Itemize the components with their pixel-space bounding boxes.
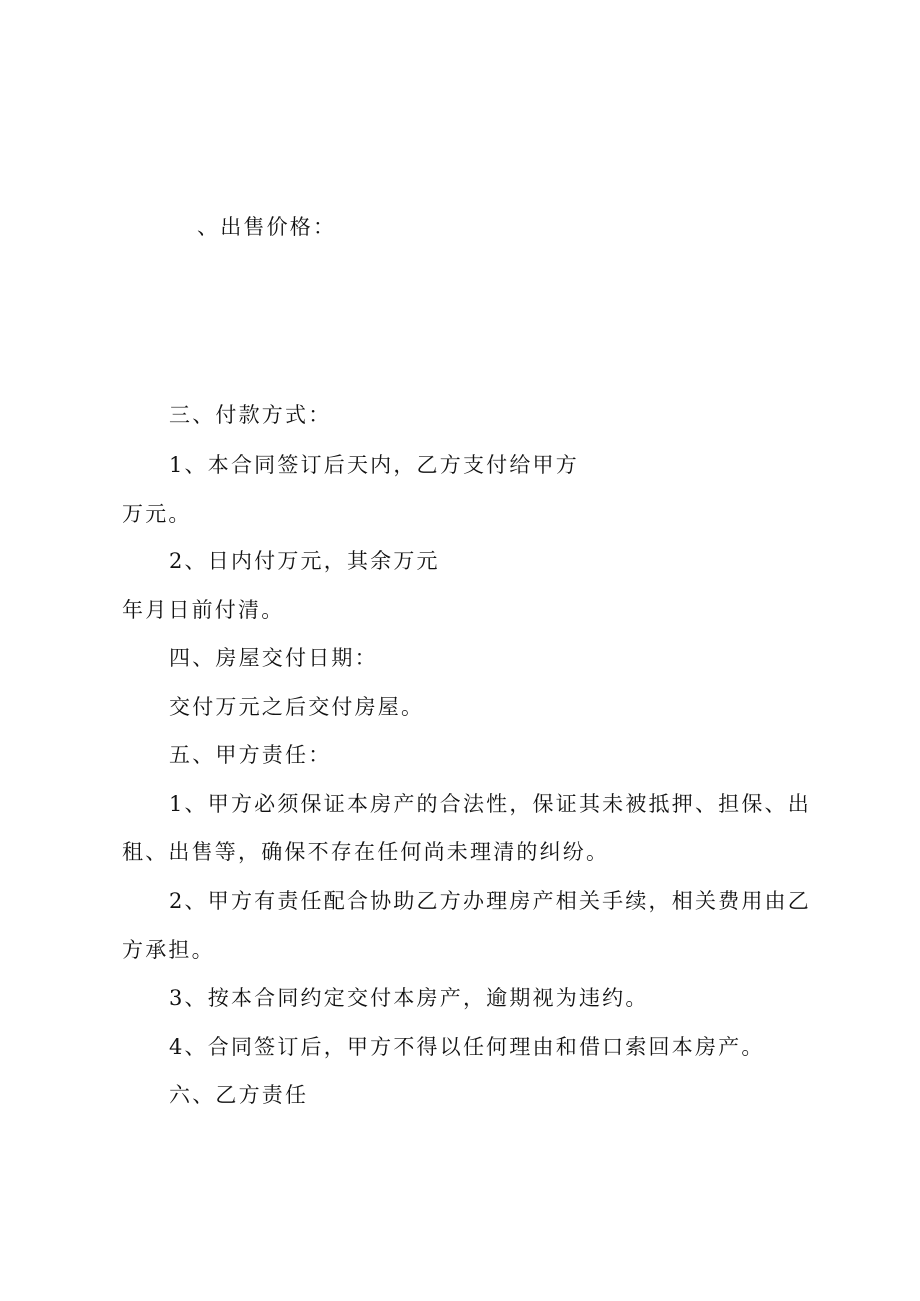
delivery-date-text: 交付万元之后交付房屋。 [169,695,425,719]
sale-price-heading: 、出售价格： [197,215,337,239]
party-a-duty-4: 4、合同签订后，甲方不得以任何理由和借口索回本房产。 [169,1035,765,1059]
party-a-duty-3: 3、按本合同约定交付本房产，逾期视为违约。 [169,986,649,1010]
payment-clause-1-line-1: 1、本合同签订后天内，乙方支付给甲方 [169,453,579,477]
party-a-duty-2-line-2: 方承担。 [122,938,215,962]
payment-clause-2-line-2: 年月日前付清。 [122,598,285,622]
payment-method-heading: 三、付款方式： [169,403,332,427]
payment-clause-2-line-1: 2、日内付万元，其余万元 [169,549,440,573]
party-a-duties-heading: 五、甲方责任： [169,743,332,767]
party-a-duty-2-line-1: 2、甲方有责任配合协助乙方办理房产相关手续，相关费用由乙 [169,889,811,913]
payment-clause-1-line-2: 万元。 [122,502,192,526]
party-a-duty-1-line-2: 租、出售等，确保不存在任何尚未理清的纠纷。 [122,840,610,864]
party-b-duties-heading: 六、乙方责任 [169,1083,309,1107]
party-a-duty-1-line-1: 1、甲方必须保证本房产的合法性，保证其未被抵押、担保、出 [169,792,811,816]
delivery-date-heading: 四、房屋交付日期： [169,646,378,670]
